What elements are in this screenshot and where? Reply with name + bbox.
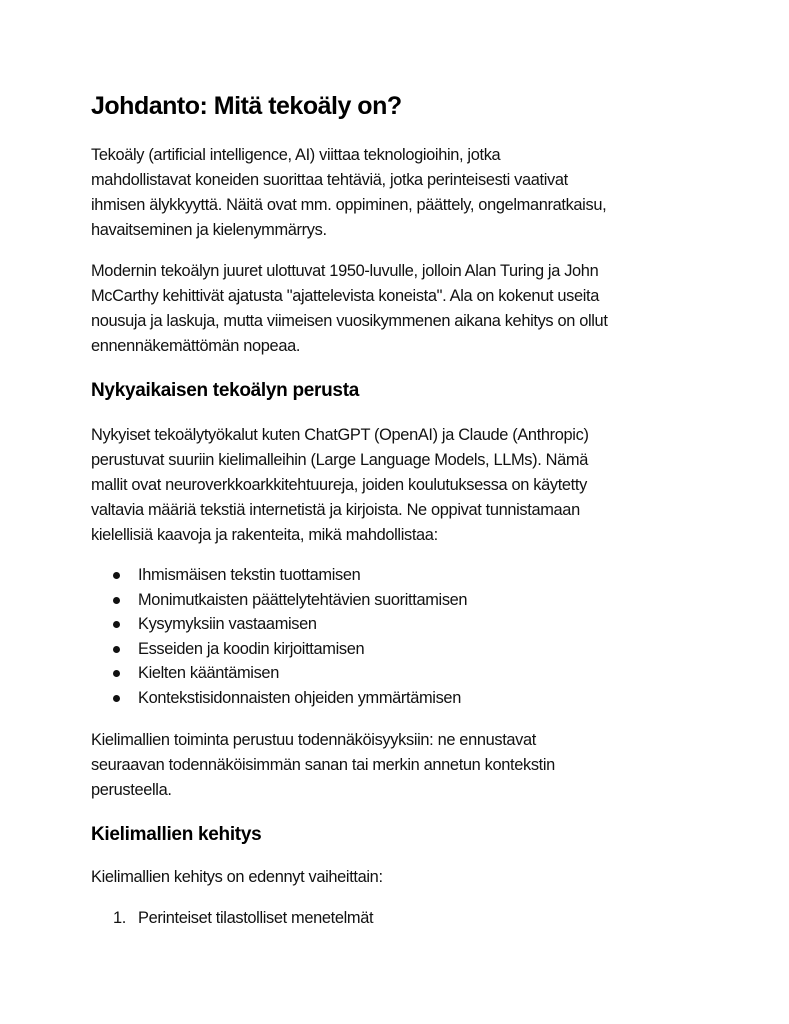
text-line: Kielimallien toiminta perustuu todennäköisyyksiin: ne ennustavat bbox=[91, 731, 536, 749]
text-line: Tekoäly (artificial intelligence, AI) viittaa teknologioihin, jotka bbox=[91, 146, 501, 164]
section-heading-modern-ai: Nykyaikaisen tekoälyn perusta bbox=[91, 380, 359, 401]
text-line: valtavia määriä tekstiä internetistä ja kirjoista. Ne oppivat tunnistamaan bbox=[91, 501, 580, 519]
bullet-icon bbox=[113, 621, 120, 628]
text-line: ihmisen älykkyyttä. Näitä ovat mm. oppiminen, päättely, ongelmanratkaisu, bbox=[91, 196, 607, 214]
intro-paragraph-2 bbox=[91, 259, 711, 359]
list-item: 1. Perinteiset tilastolliset menetelmät bbox=[91, 906, 373, 931]
text-line: ennennäkemättömän nopeaa. bbox=[91, 337, 301, 355]
list-item: Kysymyksiin vastaamisen bbox=[91, 612, 467, 637]
bullet-icon bbox=[113, 646, 120, 653]
list-item: Esseiden ja koodin kirjoittamisen bbox=[91, 637, 467, 662]
list-item: Kontekstisidonnaisten ohjeiden ymmärtämisen bbox=[91, 686, 467, 711]
list-item: Ihmismäisen tekstin tuottamisen bbox=[91, 563, 467, 588]
development-stages-list bbox=[91, 906, 373, 931]
bullet-icon bbox=[113, 597, 120, 604]
bullet-icon bbox=[113, 670, 120, 677]
text-line: Modernin tekoälyn juuret ulottuvat 1950-luvulle, jolloin Alan Turing ja John bbox=[91, 262, 599, 280]
text-line: perustuvat suuriin kielimalleihin (Large Language Models, LLMs). Nämä bbox=[91, 451, 588, 469]
text-line: nousuja ja laskuja, mutta viimeisen vuosikymmenen aikana kehitys on ollut bbox=[91, 312, 608, 330]
list-number: 1. bbox=[113, 909, 126, 927]
section-2-paragraph-1 bbox=[91, 865, 711, 890]
section-1-paragraph-2 bbox=[91, 728, 711, 803]
list-item: Monimutkaisten päättelytehtävien suorittamisen bbox=[91, 588, 467, 613]
text-line: mallit ovat neuroverkkoarkkitehtuureja, joiden koulutuksessa on käytetty bbox=[91, 476, 587, 494]
text-line: McCarthy kehittivät ajatusta "ajattelevista koneista". Ala on kokenut useita bbox=[91, 287, 600, 305]
text-line: perusteella. bbox=[91, 781, 172, 799]
section-1-paragraph-1 bbox=[91, 423, 711, 548]
section-heading-llm-development: Kielimallien kehitys bbox=[91, 824, 262, 845]
bullet-icon bbox=[113, 572, 120, 579]
text-line: havaitseminen ja kielenymmärrys. bbox=[91, 221, 327, 239]
text-line: seuraavan todennäköisimmän sanan tai merkin annetun kontekstin bbox=[91, 756, 555, 774]
text-line: mahdollistavat koneiden suorittaa tehtäviä, jotka perinteisesti vaativat bbox=[91, 171, 568, 189]
page-title: Johdanto: Mitä tekoäly on? bbox=[91, 92, 402, 120]
text-line: kielellisiä kaavoja ja rakenteita, mikä mahdollistaa: bbox=[91, 526, 438, 544]
list-item: Kielten kääntämisen bbox=[91, 661, 467, 686]
intro-paragraph-1 bbox=[91, 143, 711, 243]
text-line: Nykyiset tekoälytyökalut kuten ChatGPT (OpenAI) ja Claude (Anthropic) bbox=[91, 426, 589, 444]
text-line: Kielimallien kehitys on edennyt vaiheittain: bbox=[91, 868, 383, 886]
capabilities-list bbox=[91, 563, 467, 711]
bullet-icon bbox=[113, 695, 120, 702]
